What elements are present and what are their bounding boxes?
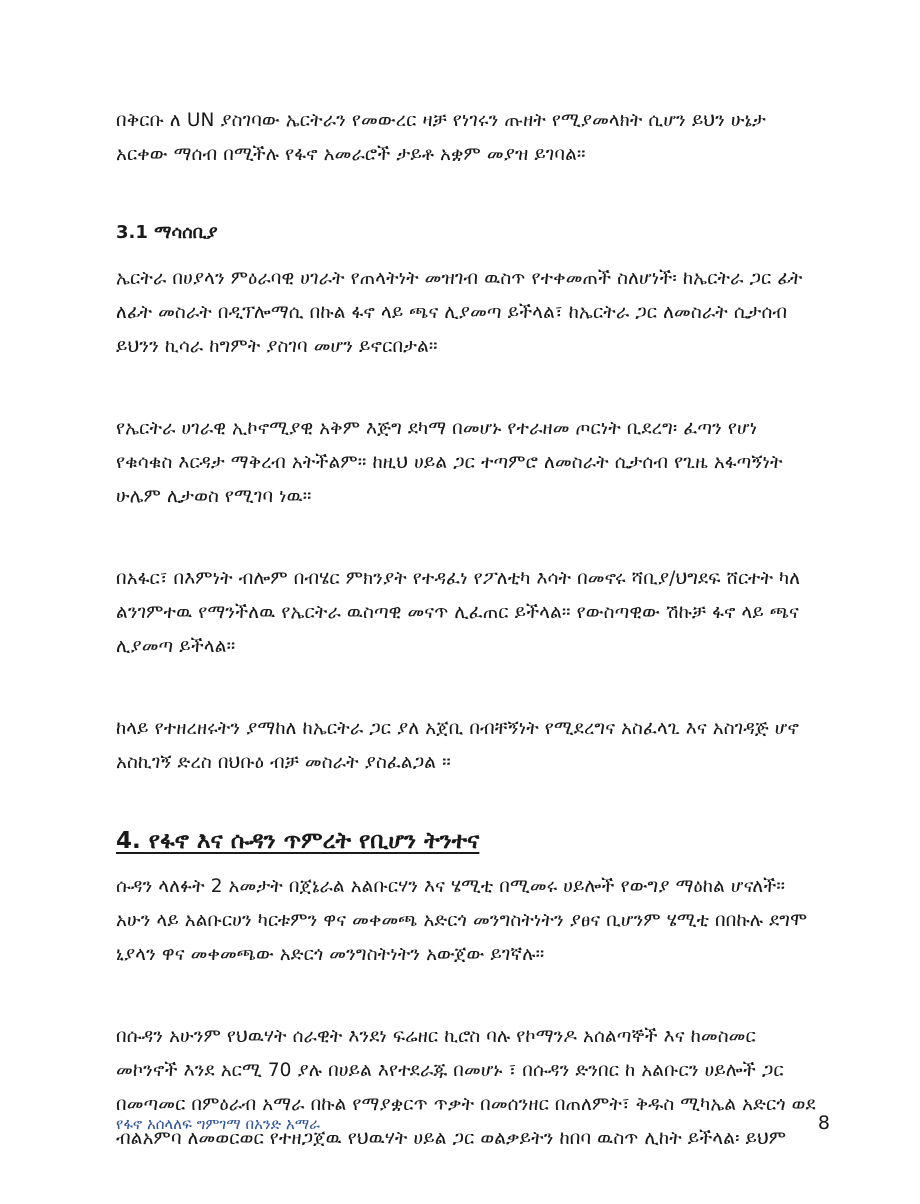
page-footer: [116, 1112, 830, 1138]
section-4-paragraph-2: በሱዳን አሁንም የህዉሃት ሰራዊት እንደነ ፍሬዘር ኪሮስ ባሉ የኮማንዶ አሰልጣኞች እና ከመስመር መኮንኖች እንደ አርሚ 70 ያሉ በሀይል እየተደራጁ በመሆኑ ፣ በሱዳን ድንበር ከ አልቡርን ሀይሎች ጋር በመጣመር በምዕራብ አማራ በኩል የማያቋርጥ ጥቃት በመሰንዘር በጠለምት፣ ቅዱስ ሚካኤል አድርጎ ወደ ብልአምባ ለመወርወር የተዘጋጀዉ የህዉሃት ሀይል ጋር ወልቃይትን ከበባ ዉስጥ ሊከት ይችላል፡ ይህም: [116, 1026, 816, 1149]
footer-title: የፋኖ አሰላለፍ ግምገማ በአንድ አማራ: [116, 1115, 320, 1133]
page-number: 8: [817, 1112, 830, 1134]
section-3-1-paragraph-3: በአፋር፣ በእምነት ብሎም በብሄር ምክንያት የተዳፈነ የፖለቲካ እሳት በመኖሩ ሻቢያ/ህግደፍ ሸርተት ካለ ልንገምተዉ የማንችለዉ የኤርትራ ዉስጣዊ መናጥ ሊፈጠር ይችላል። የውስጣዊው ሽኩቻ ፋኖ ላይ ጫና ሊያመጣ ይችላል።: [116, 568, 801, 657]
section-3-1-title: 3.1 ማሳሰቢያ: [116, 222, 218, 243]
page-content: [116, 104, 816, 1204]
section-4-paragraph-1: ሱዳን ላለፉት 2 አመታት በጀኔራል አልቡርሃን እና ሄሚቲ በሚመሩ ሀይሎች የውግያ ማዕከል ሆናለች። አሁን ላይ አልቡርሀን ካርቱምን ዋና መቀመጫ አድርጎ መንግስትነትን ያፀና ቢሆንም ሄሚቲ በበኩሉ ደግሞ ኒያላን ዋና መቀመጫው አድርጎ መንግስትነትን አውጀው ይገኛሉ።: [116, 876, 808, 965]
section-3-1-paragraph-1: ኤርትራ በሀያላን ምዕራባዊ ሀገራት የጠላትነት መዝገብ ዉስጥ የተቀመጠች ስለሆነች፡ ከኤርትራ ጋር ፊት ለፊት መስራት በዲፕሎማሲ በኩል ፋኖ ላይ ጫና ሊያመጣ ይችላል፣ ከኤርትራ ጋር ለመስራት ሲታሰብ ይህንን ኪሳራ ከግምት ያስገባ መሆን ይኖርበታል።: [116, 268, 803, 357]
intro-paragraph: በቅርቡ ለ UN ያስገባው ኤርትራን የመውረር ዛቻ የነገሩን ጡዘት የሚያመላክት ሲሆን ይህን ሁኔታ አርቀው ማሰብ በሚችሉ የፋኖ አመራሮች ታይቶ አቋም መያዝ ይገባል።: [116, 110, 766, 165]
section-3-1-paragraph-4: ከላይ የተዘረዘሩትን ያማከለ ከኤርትራ ጋር ያለ አጀቢ በብቸኝነት የሚደረግና አስፈላጊ እና አስገዳጅ ሆኖ አስኪገኝ ድረስ በህቡዕ ብቻ መስራት ያስፈልጋል ።: [116, 718, 800, 773]
section-4-title: 4. የፋኖ እና ሱዳን ጥምረት የቢሆን ትንተና: [116, 828, 480, 854]
section-3-1-paragraph-2: የኤርትራ ሀገራዊ ኢኮኖሚያዊ አቅም እጅግ ደካማ በመሆኑ የተራዘመ ጦርነት ቢደረግ፡ ፈጣን የሆነ የቁሳቁስ እርዳታ ማቅረብ አትችልም። ከዚህ ሀይል ጋር ተጣምሮ ለመስራት ሲታሰብ የጊዜ አፋጣኝነት ሁሌም ሊታወስ የሚገባ ነዉ።: [116, 418, 783, 507]
